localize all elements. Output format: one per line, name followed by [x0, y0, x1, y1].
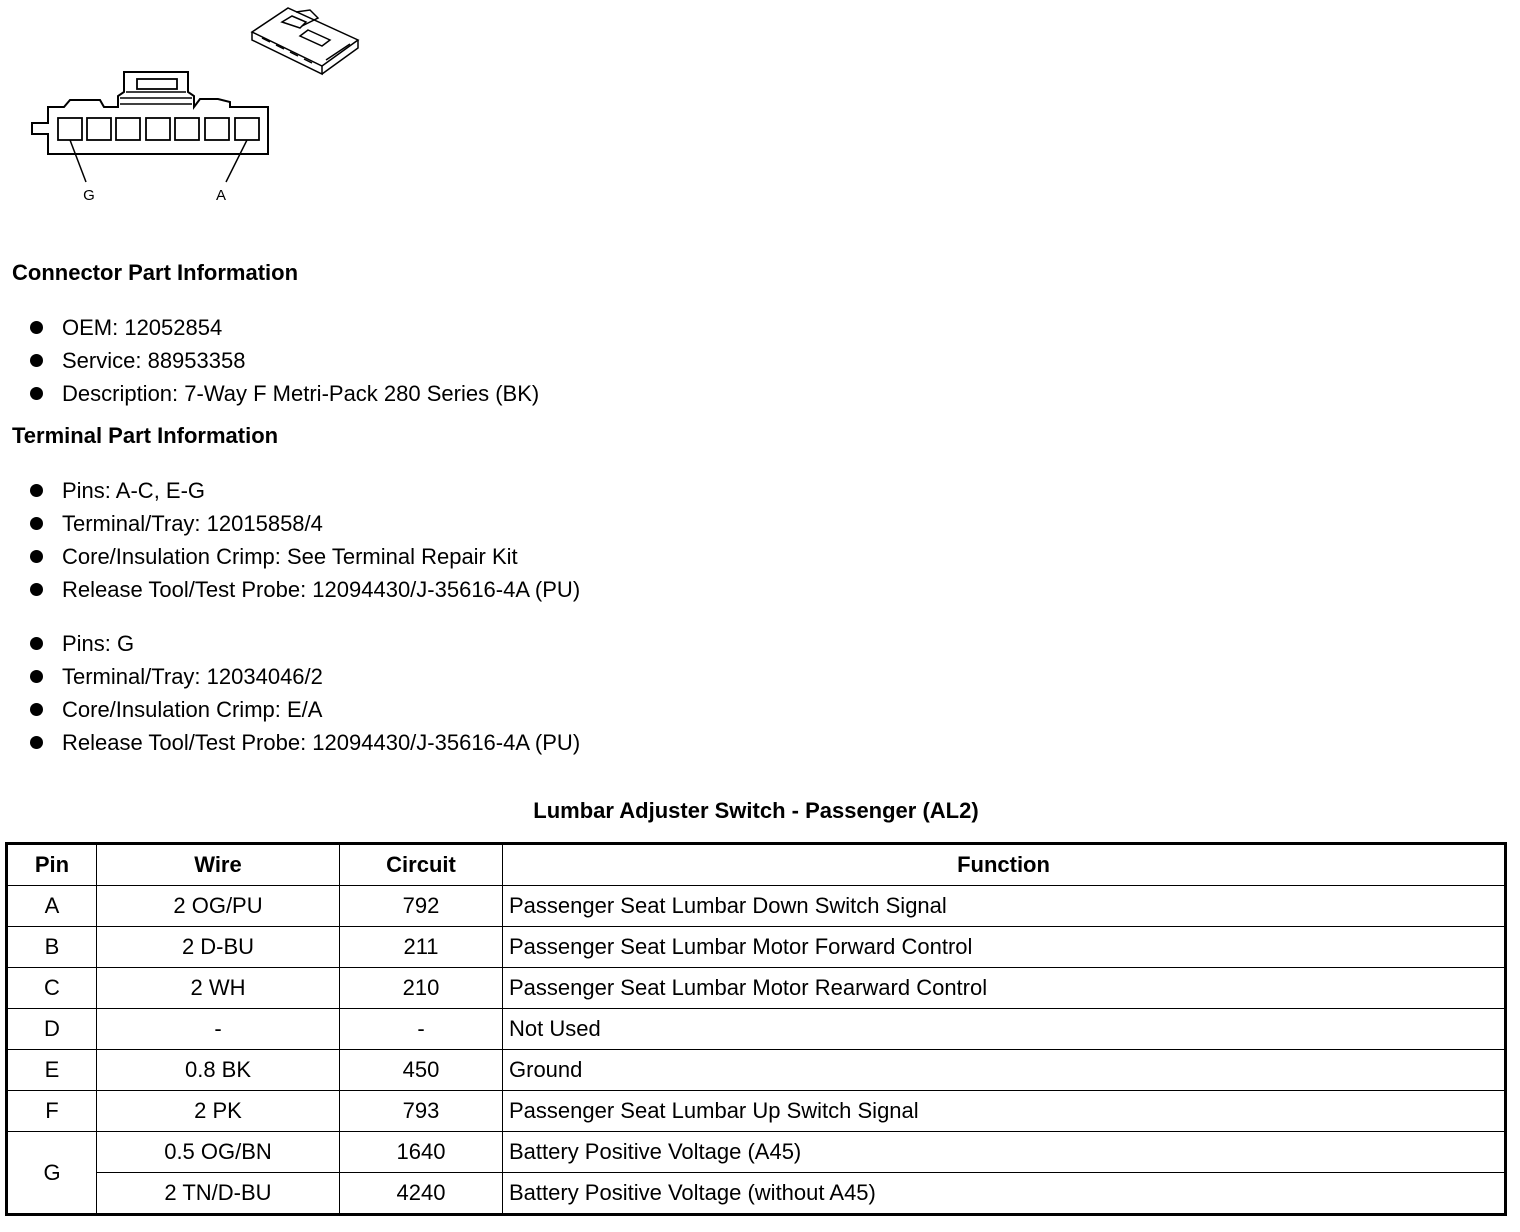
- cell-function: Passenger Seat Lumbar Down Switch Signal: [503, 886, 1506, 927]
- table-row: [7, 1091, 1506, 1132]
- cell-wire: 2 TN/D-BU: [97, 1173, 340, 1215]
- cell-pin: B: [7, 927, 97, 968]
- cavity-f: [87, 118, 111, 140]
- terminal-part-info-list-1: [28, 474, 580, 606]
- leader-line-g: [70, 140, 86, 182]
- cell-function: Battery Positive Voltage (A45): [503, 1132, 1506, 1173]
- latch-window: [137, 79, 177, 89]
- connector-housing: [32, 72, 268, 154]
- cell-pin: C: [7, 968, 97, 1009]
- list-item: Core/Insulation Crimp: E/A: [28, 693, 580, 726]
- cell-function: Passenger Seat Lumbar Motor Forward Control: [503, 927, 1506, 968]
- cavity-g: [58, 118, 82, 140]
- cell-wire: 0.8 BK: [97, 1050, 340, 1091]
- cavity-c: [175, 118, 199, 140]
- cavity-e: [116, 118, 140, 140]
- list-item: Terminal/Tray: 12034046/2: [28, 660, 580, 693]
- header-wire: Wire: [97, 844, 340, 886]
- cavity-a: [235, 118, 259, 140]
- terminal-part-info-heading: Terminal Part Information: [12, 423, 279, 448]
- cell-wire: 2 D-BU: [97, 927, 340, 968]
- list-item: Terminal/Tray: 12015858/4: [28, 507, 580, 540]
- pinout-table-title: Lumbar Adjuster Switch - Passenger (AL2): [533, 798, 979, 823]
- cell-wire: 2 PK: [97, 1091, 340, 1132]
- cell-wire: 2 OG/PU: [97, 886, 340, 927]
- table-row: [7, 968, 1506, 1009]
- cell-wire: -: [97, 1009, 340, 1050]
- connector-iso-icon: [252, 8, 358, 74]
- table-header-row: [7, 844, 1506, 886]
- header-circuit: Circuit: [340, 844, 503, 886]
- cell-circuit: 793: [340, 1091, 503, 1132]
- list-item: OEM: 12052854: [28, 311, 539, 344]
- cell-wire: 0.5 OG/BN: [97, 1132, 340, 1173]
- cavity-b: [205, 118, 229, 140]
- pin-label-a: A: [215, 187, 227, 204]
- table-row: [7, 1009, 1506, 1050]
- connector-part-info-list: [28, 311, 539, 410]
- table-row: [7, 886, 1506, 927]
- table-row: [7, 1050, 1506, 1091]
- cell-circuit: 4240: [340, 1173, 503, 1215]
- cell-function: Passenger Seat Lumbar Up Switch Signal: [503, 1091, 1506, 1132]
- table-row: [7, 1132, 1506, 1173]
- cell-circuit: 1640: [340, 1132, 503, 1173]
- leader-line-a: [226, 140, 247, 182]
- connector-diagram: [0, 0, 380, 215]
- pinout-table: [5, 842, 1507, 1216]
- cell-circuit: 792: [340, 886, 503, 927]
- terminal-cavities: [58, 118, 259, 140]
- list-item: Description: 7-Way F Metri-Pack 280 Series (BK): [28, 377, 539, 410]
- header-function: Function: [503, 844, 1506, 886]
- table-row: [7, 927, 1506, 968]
- cell-pin: F: [7, 1091, 97, 1132]
- list-item: Release Tool/Test Probe: 12094430/J-35616-4A (PU): [28, 726, 580, 759]
- connector-part-info-heading: Connector Part Information: [12, 260, 299, 285]
- list-item: Pins: G: [28, 627, 580, 660]
- cell-circuit: -: [340, 1009, 503, 1050]
- cell-circuit: 210: [340, 968, 503, 1009]
- cell-pin: D: [7, 1009, 97, 1050]
- header-pin: Pin: [7, 844, 97, 886]
- table-row: [7, 1173, 1506, 1215]
- pin-label-g: G: [83, 187, 95, 204]
- terminal-part-info-list-2: [28, 627, 580, 759]
- cell-function: Passenger Seat Lumbar Motor Rearward Control: [503, 968, 1506, 1009]
- list-item: Core/Insulation Crimp: See Terminal Repair Kit: [28, 540, 580, 573]
- list-item: Pins: A-C, E-G: [28, 474, 580, 507]
- list-item: Release Tool/Test Probe: 12094430/J-35616-4A (PU): [28, 573, 580, 606]
- cell-wire: 2 WH: [97, 968, 340, 1009]
- cell-function: Ground: [503, 1050, 1506, 1091]
- cell-circuit: 211: [340, 927, 503, 968]
- cell-circuit: 450: [340, 1050, 503, 1091]
- cavity-d: [146, 118, 170, 140]
- cell-pin: G: [7, 1132, 97, 1215]
- list-item: Service: 88953358: [28, 344, 539, 377]
- cell-function: Not Used: [503, 1009, 1506, 1050]
- cell-pin: A: [7, 886, 97, 927]
- cell-pin: E: [7, 1050, 97, 1091]
- cell-function: Battery Positive Voltage (without A45): [503, 1173, 1506, 1215]
